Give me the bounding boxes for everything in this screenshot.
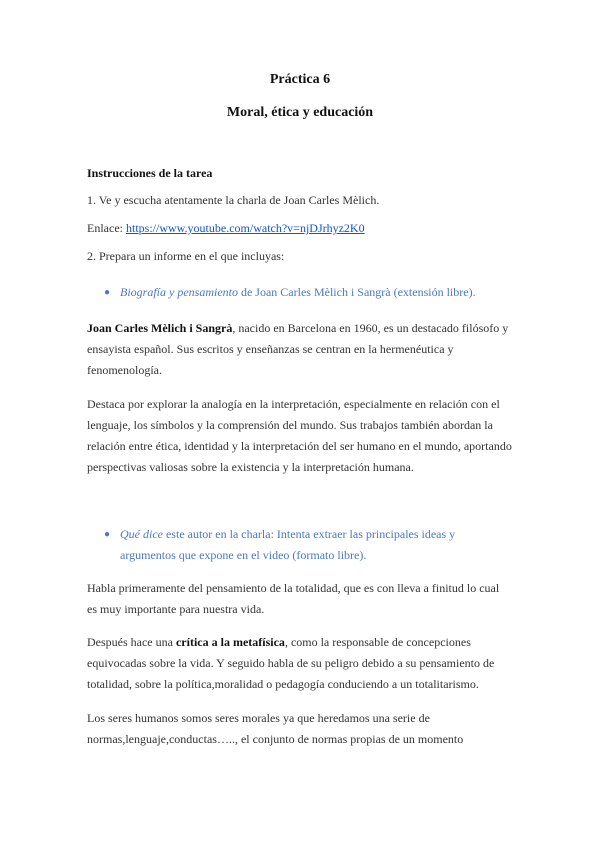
bullet-dot-icon: ● — [104, 287, 111, 298]
bullet-text: este autor en la charla: Intenta extraer las principales ideas y — [162, 527, 456, 541]
instruction-step-1: 1. Ve y escucha atentamente la charla de Joan Carles Mèlich. — [87, 193, 380, 207]
document-subtitle: Moral, ética y educación — [226, 105, 374, 120]
youtube-link[interactable]: https://www.youtube.com/watch?v=njDJrhyz2K0 — [125, 221, 365, 235]
bold-phrase: crítica a la metafísica — [175, 635, 285, 649]
bullet-text-continued: argumentos que expone en el video (formato libre). — [120, 548, 367, 562]
paragraph-line: lenguaje, los símbolos y la comprensión del mundo. Sus trabajos también abordan la — [87, 418, 493, 432]
paragraph-line: es muy importante para nuestra vida. — [87, 602, 265, 616]
paragraph-line: normas,lenguaje,conductas….., el conjunto de normas propias de un momento — [87, 732, 464, 746]
paragraph-line — [87, 632, 471, 652]
paragraph-line: totalidad, sobre la política,moralidad o pedagogía conduciendo a un totalitarismo. — [87, 677, 479, 691]
bullet-text: de Joan Carles Mèlich i Sangrà (extensión libre). — [237, 285, 476, 299]
bullet-item-biography — [120, 282, 476, 302]
bullet-item-talk — [120, 524, 455, 544]
paragraph-line: Destaca por explorar la analogía en la interpretación, especialmente en relación con el — [87, 397, 500, 411]
paragraph-line: equivocadas sobre la vida. Y seguido habla de su peligro debido a su pensamiento de — [87, 656, 495, 670]
paragraph-line: Habla primeramente del pensamiento de la totalidad, que es con lleva a finitud lo cual — [87, 581, 500, 595]
author-name: Joan Carles Mèlich i Sangrà — [87, 321, 233, 335]
paragraph-text: , nacido en Barcelona en 1960, es un destacado filósofo y — [232, 321, 509, 335]
paragraph-line: relación entre ética, identidad y la interpretación del ser humano en el mundo, aportando — [87, 439, 512, 453]
paragraph-line: perspectivas valiosas sobre la existencia y la interpretación humana. — [87, 460, 414, 474]
link-line — [87, 218, 365, 238]
paragraph-line: ensayista español. Sus escritos y enseñanzas se centran en la hermenéutica y — [87, 342, 454, 356]
bullet-italic: Biografía y pensamiento — [120, 285, 238, 299]
link-label: Enlace: — [87, 221, 126, 235]
bullet-italic: Qué dice — [120, 527, 163, 541]
document-title: Práctica 6 — [269, 72, 331, 87]
bullet-dot-icon: ● — [104, 529, 111, 540]
paragraph-text: Después hace una — [87, 635, 176, 649]
instructions-heading: Instrucciones de la tarea — [87, 166, 213, 180]
paragraph-line — [87, 318, 508, 338]
paragraph-line: Los seres humanos somos seres morales ya que heredamos una serie de — [87, 711, 430, 725]
instruction-step-2: 2. Prepara un informe en el que incluyas: — [87, 249, 285, 263]
paragraph-text: , como la responsable de concepciones — [284, 635, 471, 649]
paragraph-line: fenomenología. — [87, 363, 162, 377]
